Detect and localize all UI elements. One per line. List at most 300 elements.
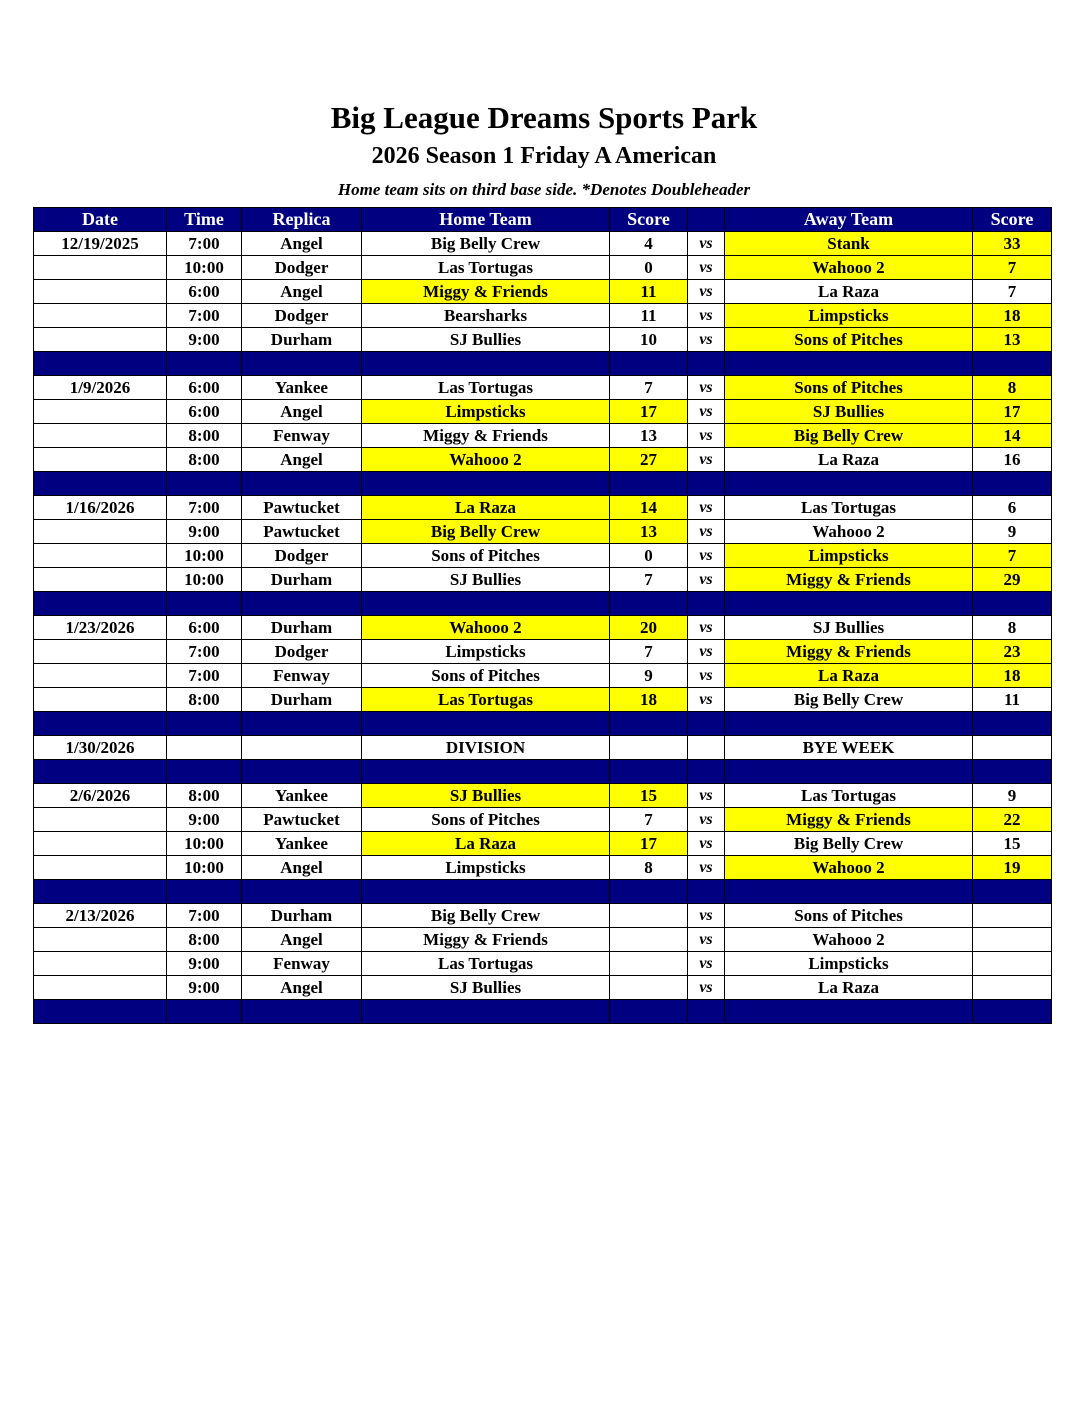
away-score-cell: 8	[973, 376, 1052, 400]
away-team-cell: SJ Bullies	[725, 616, 973, 640]
date-cell	[34, 280, 167, 304]
home-team-cell: Limpsticks	[362, 856, 610, 880]
away-team-cell: Miggy & Friends	[725, 808, 973, 832]
separator-cell	[167, 472, 242, 496]
game-row	[34, 808, 1052, 832]
separator-cell	[362, 592, 610, 616]
separator-cell	[362, 472, 610, 496]
away-score-cell: 17	[973, 400, 1052, 424]
away-score-cell: 18	[973, 664, 1052, 688]
replica-cell: Angel	[242, 400, 362, 424]
home-team-cell: Wahooo 2	[362, 616, 610, 640]
away-score-cell: 11	[973, 688, 1052, 712]
away-team-cell: Wahooo 2	[725, 928, 973, 952]
replica-cell: Fenway	[242, 424, 362, 448]
separator-cell	[725, 1000, 973, 1024]
home-team-cell: DIVISION	[362, 736, 610, 760]
home-score-cell: 13	[610, 424, 688, 448]
vs-cell: vs	[688, 688, 725, 712]
away-team-cell: Sons of Pitches	[725, 328, 973, 352]
replica-cell: Angel	[242, 448, 362, 472]
separator-cell	[725, 472, 973, 496]
separator-cell	[167, 712, 242, 736]
home-score-cell	[610, 976, 688, 1000]
home-team-cell: SJ Bullies	[362, 784, 610, 808]
home-score-cell: 7	[610, 808, 688, 832]
vs-cell: vs	[688, 640, 725, 664]
game-row	[34, 376, 1052, 400]
vs-cell: vs	[688, 976, 725, 1000]
date-cell	[34, 952, 167, 976]
separator-cell	[362, 712, 610, 736]
week-separator-row	[34, 352, 1052, 376]
separator-cell	[688, 472, 725, 496]
separator-cell	[34, 592, 167, 616]
separator-cell	[610, 472, 688, 496]
home-score-cell: 11	[610, 304, 688, 328]
game-row	[34, 496, 1052, 520]
week-separator-row	[34, 1000, 1052, 1024]
date-cell: 12/19/2025	[34, 232, 167, 256]
away-score-cell	[973, 904, 1052, 928]
time-cell: 9:00	[167, 328, 242, 352]
date-cell	[34, 664, 167, 688]
game-row	[34, 784, 1052, 808]
separator-cell	[362, 760, 610, 784]
column-header-replica: Replica	[242, 208, 362, 232]
separator-cell	[167, 880, 242, 904]
separator-cell	[725, 352, 973, 376]
time-cell: 8:00	[167, 688, 242, 712]
separator-cell	[242, 760, 362, 784]
replica-cell: Angel	[242, 856, 362, 880]
date-cell	[34, 304, 167, 328]
home-score-cell: 17	[610, 400, 688, 424]
time-cell: 8:00	[167, 928, 242, 952]
separator-cell	[725, 712, 973, 736]
game-row	[34, 232, 1052, 256]
game-row	[34, 952, 1052, 976]
time-cell: 9:00	[167, 952, 242, 976]
game-row	[34, 280, 1052, 304]
date-cell: 1/9/2026	[34, 376, 167, 400]
home-score-cell	[610, 928, 688, 952]
separator-cell	[242, 1000, 362, 1024]
game-row	[34, 976, 1052, 1000]
away-score-cell: 9	[973, 784, 1052, 808]
week-separator-row	[34, 592, 1052, 616]
vs-cell: vs	[688, 616, 725, 640]
home-team-cell: Las Tortugas	[362, 688, 610, 712]
home-score-cell: 7	[610, 640, 688, 664]
vs-cell: vs	[688, 832, 725, 856]
away-team-cell: Miggy & Friends	[725, 568, 973, 592]
date-cell	[34, 448, 167, 472]
home-team-cell: Sons of Pitches	[362, 664, 610, 688]
separator-cell	[242, 880, 362, 904]
home-team-cell: Sons of Pitches	[362, 544, 610, 568]
page-subtitle: 2026 Season 1 Friday A American	[371, 143, 717, 169]
game-row	[34, 928, 1052, 952]
away-score-cell	[973, 928, 1052, 952]
separator-cell	[725, 880, 973, 904]
replica-cell: Dodger	[242, 544, 362, 568]
time-cell: 7:00	[167, 496, 242, 520]
away-score-cell: 18	[973, 304, 1052, 328]
time-cell: 10:00	[167, 856, 242, 880]
column-header-date: Date	[34, 208, 167, 232]
home-score-cell: 0	[610, 544, 688, 568]
replica-cell: Yankee	[242, 784, 362, 808]
vs-cell: vs	[688, 952, 725, 976]
away-team-cell: Miggy & Friends	[725, 640, 973, 664]
away-score-cell: 33	[973, 232, 1052, 256]
replica-cell: Dodger	[242, 256, 362, 280]
away-team-cell: La Raza	[725, 976, 973, 1000]
replica-cell: Durham	[242, 328, 362, 352]
time-cell: 7:00	[167, 232, 242, 256]
time-cell: 6:00	[167, 280, 242, 304]
away-team-cell: Stank	[725, 232, 973, 256]
vs-cell: vs	[688, 568, 725, 592]
away-team-cell: Big Belly Crew	[725, 688, 973, 712]
replica-cell: Angel	[242, 280, 362, 304]
vs-cell: vs	[688, 280, 725, 304]
replica-cell: Angel	[242, 232, 362, 256]
replica-cell: Durham	[242, 688, 362, 712]
away-team-cell: Wahooo 2	[725, 520, 973, 544]
away-team-cell: Big Belly Crew	[725, 832, 973, 856]
date-cell	[34, 856, 167, 880]
away-score-cell: 15	[973, 832, 1052, 856]
date-cell: 1/16/2026	[34, 496, 167, 520]
date-cell: 2/6/2026	[34, 784, 167, 808]
separator-cell	[973, 592, 1052, 616]
game-row	[34, 832, 1052, 856]
replica-cell: Yankee	[242, 376, 362, 400]
game-row	[34, 448, 1052, 472]
away-score-cell: 8	[973, 616, 1052, 640]
away-score-cell: 6	[973, 496, 1052, 520]
home-score-cell: 14	[610, 496, 688, 520]
vs-cell: vs	[688, 784, 725, 808]
home-score-cell: 13	[610, 520, 688, 544]
separator-cell	[167, 1000, 242, 1024]
replica-cell: Dodger	[242, 304, 362, 328]
away-team-cell: Limpsticks	[725, 304, 973, 328]
separator-cell	[973, 1000, 1052, 1024]
week-separator-row	[34, 760, 1052, 784]
separator-cell	[688, 592, 725, 616]
replica-cell	[242, 736, 362, 760]
replica-cell: Durham	[242, 616, 362, 640]
separator-cell	[242, 712, 362, 736]
replica-cell: Durham	[242, 568, 362, 592]
home-score-cell: 20	[610, 616, 688, 640]
separator-cell	[688, 712, 725, 736]
home-team-cell: Big Belly Crew	[362, 904, 610, 928]
home-team-cell: SJ Bullies	[362, 568, 610, 592]
away-team-cell: Sons of Pitches	[725, 904, 973, 928]
time-cell: 7:00	[167, 304, 242, 328]
replica-cell: Pawtucket	[242, 808, 362, 832]
separator-cell	[973, 712, 1052, 736]
vs-cell: vs	[688, 496, 725, 520]
home-team-cell: Limpsticks	[362, 400, 610, 424]
time-cell: 9:00	[167, 520, 242, 544]
vs-cell: vs	[688, 520, 725, 544]
away-team-cell: Limpsticks	[725, 952, 973, 976]
away-score-cell: 29	[973, 568, 1052, 592]
separator-cell	[242, 352, 362, 376]
away-score-cell: 23	[973, 640, 1052, 664]
separator-cell	[688, 1000, 725, 1024]
separator-cell	[688, 880, 725, 904]
home-score-cell: 7	[610, 376, 688, 400]
time-cell: 9:00	[167, 976, 242, 1000]
away-score-cell: 7	[973, 544, 1052, 568]
separator-cell	[610, 712, 688, 736]
vs-cell: vs	[688, 304, 725, 328]
vs-cell: vs	[688, 808, 725, 832]
vs-cell: vs	[688, 544, 725, 568]
vs-cell: vs	[688, 328, 725, 352]
time-cell	[167, 736, 242, 760]
vs-cell: vs	[688, 424, 725, 448]
home-team-cell: La Raza	[362, 832, 610, 856]
away-score-cell: 7	[973, 280, 1052, 304]
game-row	[34, 256, 1052, 280]
away-team-cell: La Raza	[725, 448, 973, 472]
home-score-cell: 15	[610, 784, 688, 808]
vs-cell: vs	[688, 928, 725, 952]
date-cell: 1/23/2026	[34, 616, 167, 640]
away-team-cell: SJ Bullies	[725, 400, 973, 424]
separator-cell	[34, 1000, 167, 1024]
game-row	[34, 400, 1052, 424]
game-row	[34, 544, 1052, 568]
game-row	[34, 568, 1052, 592]
home-team-cell: Las Tortugas	[362, 952, 610, 976]
time-cell: 7:00	[167, 904, 242, 928]
separator-cell	[242, 472, 362, 496]
vs-cell: vs	[688, 448, 725, 472]
separator-cell	[973, 880, 1052, 904]
time-cell: 10:00	[167, 544, 242, 568]
separator-cell	[34, 880, 167, 904]
separator-cell	[973, 472, 1052, 496]
away-team-cell: Wahooo 2	[725, 256, 973, 280]
time-cell: 7:00	[167, 664, 242, 688]
home-score-cell	[610, 904, 688, 928]
home-team-cell: SJ Bullies	[362, 976, 610, 1000]
replica-cell: Fenway	[242, 952, 362, 976]
separator-cell	[362, 1000, 610, 1024]
separator-cell	[610, 760, 688, 784]
home-score-cell: 7	[610, 568, 688, 592]
home-team-cell: Big Belly Crew	[362, 232, 610, 256]
separator-cell	[725, 760, 973, 784]
separator-cell	[167, 592, 242, 616]
away-score-cell	[973, 952, 1052, 976]
home-team-cell: SJ Bullies	[362, 328, 610, 352]
away-team-cell: La Raza	[725, 280, 973, 304]
away-score-cell: 9	[973, 520, 1052, 544]
time-cell: 8:00	[167, 424, 242, 448]
home-team-cell: La Raza	[362, 496, 610, 520]
date-cell	[34, 424, 167, 448]
home-team-cell: Wahooo 2	[362, 448, 610, 472]
home-team-cell: Las Tortugas	[362, 256, 610, 280]
home-score-cell: 9	[610, 664, 688, 688]
home-team-cell: Miggy & Friends	[362, 424, 610, 448]
game-row	[34, 328, 1052, 352]
date-cell	[34, 568, 167, 592]
away-team-cell: BYE WEEK	[725, 736, 973, 760]
separator-cell	[610, 1000, 688, 1024]
away-team-cell: Wahooo 2	[725, 856, 973, 880]
away-score-cell: 16	[973, 448, 1052, 472]
time-cell: 6:00	[167, 376, 242, 400]
home-team-cell: Sons of Pitches	[362, 808, 610, 832]
replica-cell: Pawtucket	[242, 496, 362, 520]
home-team-cell: Big Belly Crew	[362, 520, 610, 544]
away-team-cell: Sons of Pitches	[725, 376, 973, 400]
away-team-cell: Las Tortugas	[725, 784, 973, 808]
away-score-cell	[973, 736, 1052, 760]
time-cell: 8:00	[167, 784, 242, 808]
game-row	[34, 664, 1052, 688]
home-score-cell: 17	[610, 832, 688, 856]
date-cell	[34, 520, 167, 544]
time-cell: 10:00	[167, 832, 242, 856]
game-row	[34, 304, 1052, 328]
game-row	[34, 640, 1052, 664]
date-cell	[34, 928, 167, 952]
away-team-cell: Big Belly Crew	[725, 424, 973, 448]
away-score-cell: 13	[973, 328, 1052, 352]
away-score-cell: 7	[973, 256, 1052, 280]
game-row	[34, 904, 1052, 928]
separator-cell	[688, 352, 725, 376]
separator-cell	[167, 760, 242, 784]
column-header-vs	[688, 208, 725, 232]
home-score-cell: 10	[610, 328, 688, 352]
separator-cell	[610, 592, 688, 616]
separator-cell	[688, 760, 725, 784]
date-cell	[34, 832, 167, 856]
date-cell	[34, 976, 167, 1000]
vs-cell: vs	[688, 400, 725, 424]
vs-cell: vs	[688, 904, 725, 928]
vs-cell: vs	[688, 376, 725, 400]
separator-cell	[973, 352, 1052, 376]
date-cell	[34, 544, 167, 568]
vs-cell: vs	[688, 856, 725, 880]
away-score-cell: 14	[973, 424, 1052, 448]
time-cell: 6:00	[167, 616, 242, 640]
away-team-cell: Limpsticks	[725, 544, 973, 568]
home-team-cell: Miggy & Friends	[362, 280, 610, 304]
column-header-time: Time	[167, 208, 242, 232]
vs-cell	[688, 736, 725, 760]
home-score-cell: 11	[610, 280, 688, 304]
schedule-note: Home team sits on third base side. *Denotes Doubleheader	[337, 180, 751, 199]
replica-cell: Durham	[242, 904, 362, 928]
column-header-home-team: Home Team	[362, 208, 610, 232]
date-cell	[34, 640, 167, 664]
home-team-cell: Las Tortugas	[362, 376, 610, 400]
vs-cell: vs	[688, 256, 725, 280]
separator-cell	[362, 352, 610, 376]
game-row	[34, 688, 1052, 712]
time-cell: 10:00	[167, 256, 242, 280]
vs-cell: vs	[688, 664, 725, 688]
time-cell: 7:00	[167, 640, 242, 664]
away-score-cell: 19	[973, 856, 1052, 880]
time-cell: 8:00	[167, 448, 242, 472]
home-score-cell: 18	[610, 688, 688, 712]
header-row	[34, 208, 1052, 232]
separator-cell	[167, 352, 242, 376]
game-row	[34, 856, 1052, 880]
separator-cell	[610, 352, 688, 376]
date-cell: 1/30/2026	[34, 736, 167, 760]
home-team-cell: Bearsharks	[362, 304, 610, 328]
separator-cell	[34, 472, 167, 496]
game-row	[34, 520, 1052, 544]
time-cell: 9:00	[167, 808, 242, 832]
replica-cell: Pawtucket	[242, 520, 362, 544]
separator-cell	[242, 592, 362, 616]
away-score-cell: 22	[973, 808, 1052, 832]
schedule-table	[33, 207, 1052, 1024]
replica-cell: Angel	[242, 928, 362, 952]
date-cell	[34, 256, 167, 280]
column-header-away-score: Score	[973, 208, 1052, 232]
game-row	[34, 424, 1052, 448]
separator-cell	[34, 352, 167, 376]
separator-cell	[362, 880, 610, 904]
away-team-cell: Las Tortugas	[725, 496, 973, 520]
home-score-cell: 4	[610, 232, 688, 256]
home-team-cell: Miggy & Friends	[362, 928, 610, 952]
home-score-cell: 8	[610, 856, 688, 880]
separator-cell	[610, 880, 688, 904]
date-cell	[34, 328, 167, 352]
date-cell: 2/13/2026	[34, 904, 167, 928]
date-cell	[34, 808, 167, 832]
replica-cell: Yankee	[242, 832, 362, 856]
vs-cell: vs	[688, 232, 725, 256]
column-header-away-team: Away Team	[725, 208, 973, 232]
column-header-home-score: Score	[610, 208, 688, 232]
replica-cell: Dodger	[242, 640, 362, 664]
date-cell	[34, 400, 167, 424]
date-cell	[34, 688, 167, 712]
separator-cell	[34, 712, 167, 736]
away-team-cell: La Raza	[725, 664, 973, 688]
time-cell: 10:00	[167, 568, 242, 592]
home-score-cell: 0	[610, 256, 688, 280]
replica-cell: Fenway	[242, 664, 362, 688]
home-team-cell: Limpsticks	[362, 640, 610, 664]
week-separator-row	[34, 472, 1052, 496]
time-cell: 6:00	[167, 400, 242, 424]
separator-cell	[34, 760, 167, 784]
week-separator-row	[34, 880, 1052, 904]
away-score-cell	[973, 976, 1052, 1000]
